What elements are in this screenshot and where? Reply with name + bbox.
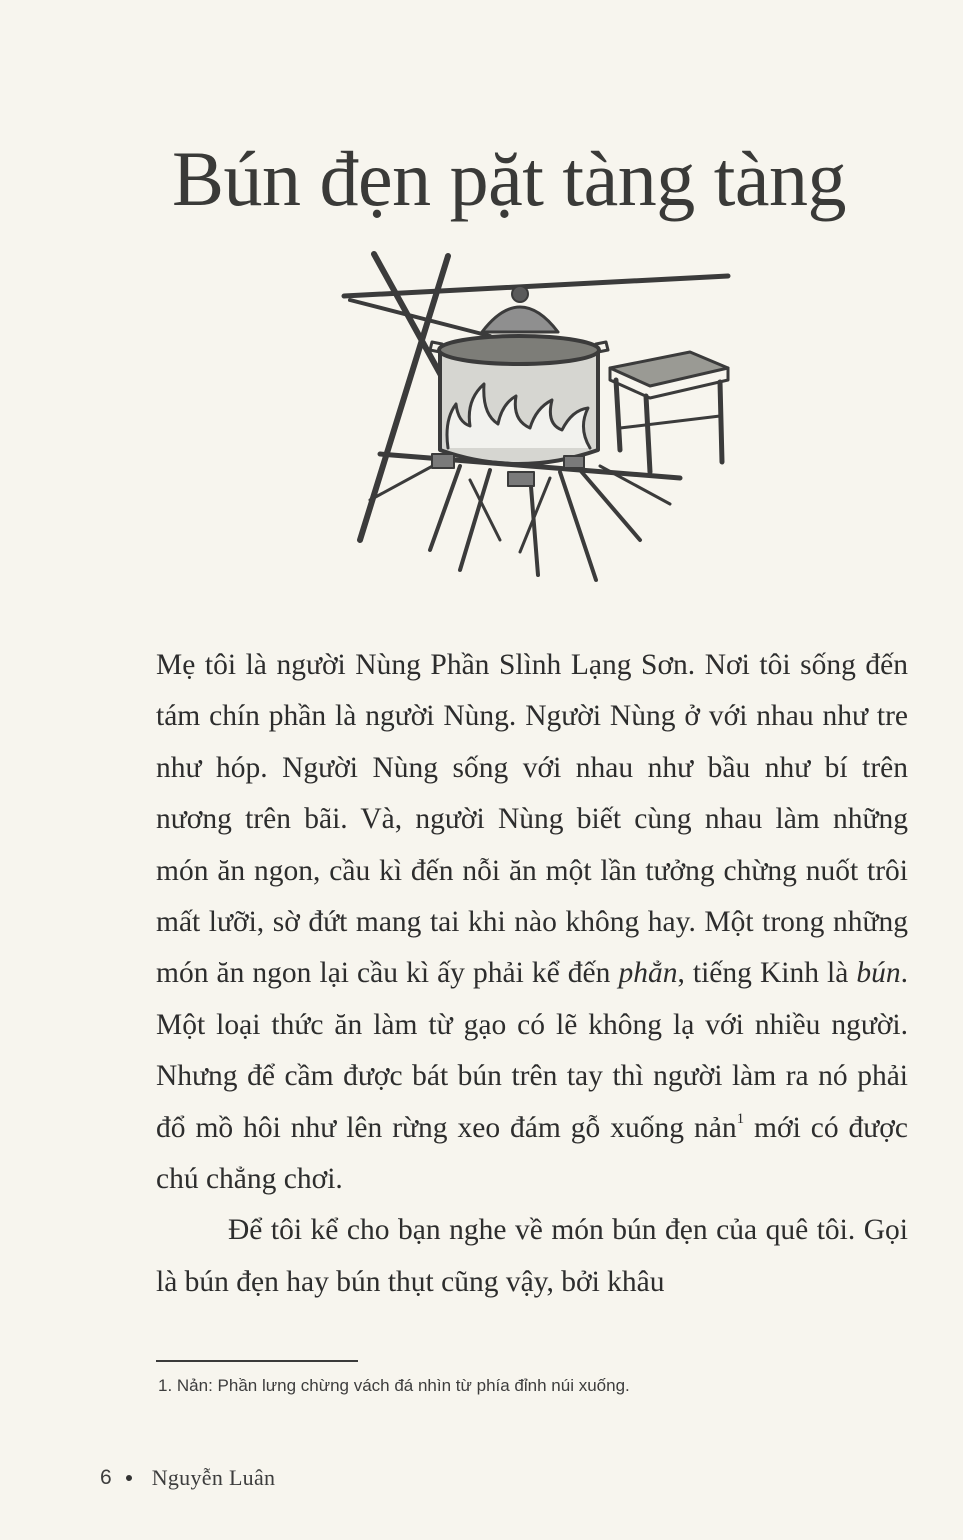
bullet-icon <box>126 1475 132 1481</box>
paragraph-text: Mẹ tôi là người Nùng Phần Slình Lạng Sơn. Nơi tôi sống đến tám chín phần là người Nùng. Người Nùng ở với nhau như tre như hóp. Người Nùng sống với nhau như bầu như bí trên nương trên bãi. Và, người Nùng biết cùng nhau làm những món ăn ngon, cầu kì đến nỗi ăn một lần tưởng chừng nuốt trôi mất lưỡi, sờ đứt mang tai khi nào không hay. Một trong những món ăn ngon lại cầu kì ấy phải kể đến <box>156 649 908 990</box>
page-number: 6 <box>100 1466 112 1489</box>
paragraph-text: , tiếng Kinh là <box>677 957 857 990</box>
chapter-title: Bún đẹn pặt tàng tàng <box>172 135 847 223</box>
cooking-pot-over-fire-icon <box>340 240 740 590</box>
chapter-illustration <box>340 240 740 594</box>
paragraph-text: . Một loại thức ăn làm từ gạo có lẽ không lạ với nhiều người. Nhưng để cầm được bát bún trên tay thì người làm ra nó phải đổ mồ hôi như lên rừng xeo đám gỗ xuống nản <box>156 957 908 1144</box>
author-name: Nguyễn Luân <box>151 1465 276 1490</box>
paragraph: Để tôi kể cho bạn nghe về món bún đẹn của quê tôi. Gọi là bún đẹn hay bún thụt cũng vậy, bởi khâu <box>156 1214 908 1298</box>
footnote: 1. Nản: Phần lưng chừng vách đá nhìn từ phía đỉnh núi xuống. <box>158 1376 630 1395</box>
italic-term: phẳn <box>618 957 678 990</box>
italic-term: bún <box>856 957 901 990</box>
paragraph <box>156 640 908 1205</box>
body-text <box>156 640 908 1308</box>
footnote-marker: 1 <box>736 1110 745 1127</box>
footnote-divider <box>156 1360 358 1362</box>
page-footer <box>100 1463 275 1493</box>
paragraph-text: mới có được chú chẳng chơi. <box>156 1111 908 1196</box>
